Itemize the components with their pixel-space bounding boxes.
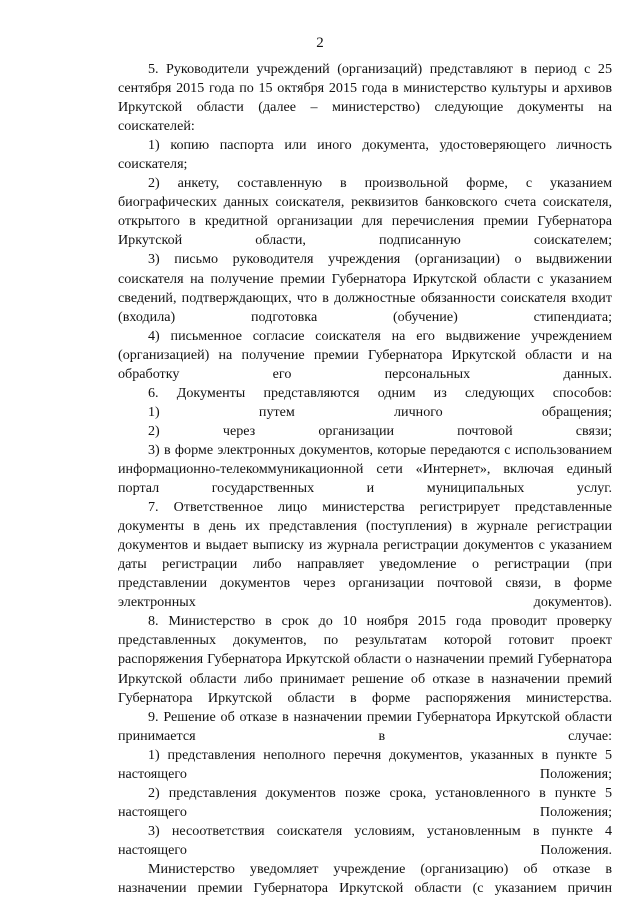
paragraph-9: 9. Решение об отказе в назначении премии Губернатора Иркутской области принимается в случае: [118,708,612,744]
document-body [118,60,612,898]
paragraph-9-item-2: 2) представления документов позже срока, установленного в пункте 5 настоящего Положения; [118,784,612,820]
paragraph-8: 8. Министерство в срок до 10 ноября 2015 года проводит проверку представленных документов, по результатам которой готовит проект распоряжения Губернатора Иркутской области о назначении премий Губернатора Иркутской области либо принимает решение об отказе в назначении премий Губернатора Иркутской области в форме распоряжения министерства. [118,613,612,706]
page-number: 2 [316,35,324,51]
paragraph-6: 6. Документы представляются одним из следующих способов: [148,384,612,401]
paragraph-6-item-1: 1) путем личного обращения; [148,403,612,420]
paragraph-9-item-1: 1) представления неполного перечня документов, указанных в пункте 5 настоящего Положения; [118,746,612,782]
paragraph-9-item-3: 3) несоответствия соискателя условиям, установленным в пункте 4 настоящего Положения. [118,822,612,858]
paragraph-5-item-4: 4) письменное согласие соискателя на его выдвижение учреждением (организацией) на получение премии Губернатора Иркутской области и на обработку его персональных данных. [118,327,612,382]
paragraph-notification: Министерство уведомляет учреждение (организацию) об отказе в назначении премии Губернатора Иркутской области (с указанием причин [118,860,612,897]
paragraph-5-item-3: 3) письмо руководителя учреждения (организации) о выдвижении соискателя на получение премии Губернатора Иркутской области с указанием сведений, подтверждающих, что в должностные обязанности соискателя входит (входила) подготовка (обучение) стипендиата; [118,251,612,325]
paragraph-6-item-2: 2) через организации почтовой связи; [148,422,612,439]
paragraph-5-item-1: 1) копию паспорта или иного документа, удостоверяющего личность соискателя; [118,137,612,173]
paragraph-6-item-3: 3) в форме электронных документов, которые передаются с использованием информационно-телекоммуникационной сети «Интернет», включая единый портал государственных и муниципальных услуг. [118,441,612,497]
paragraph-7: 7. Ответственное лицо министерства регистрирует представленные документы в день их представления (поступления) в журнале регистрации документов и выдает выписку из журнала регистрации документов с указанием даты регистрации либо направляет уведомление о регистрации (при представлении документов через организации почтовой связи, в форме электронных документов). [118,499,612,611]
paragraph-5-item-2: 2) анкету, составленную в произвольной форме, с указанием биографических данных соискателя, реквизитов банковского счета соискателя, открытого в кредитной организации для перечисления премии Губернатора Иркутской области, подписанную соискателем; [118,175,612,249]
paragraph-5: 5. Руководители учреждений (организаций) представляют в период с 25 сентября 2015 года по 15 октября 2015 года в министерство культуры и архивов Иркутской области (далее – министерство) следующие документы на соискателей: [118,61,612,135]
